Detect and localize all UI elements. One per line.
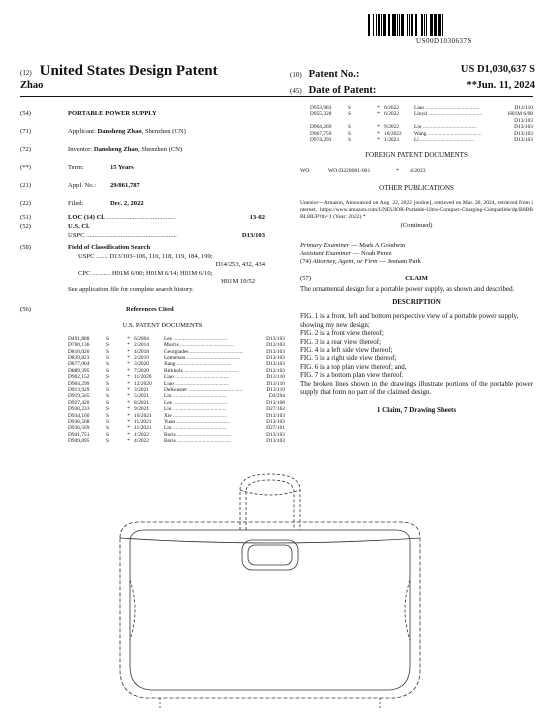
citation-star: * [127,387,130,394]
term-value: 15 Years [110,164,134,171]
citation-kind: S [106,374,109,381]
citation-name: Liu ..... [164,393,243,399]
citation-date: 6/2022 [384,111,399,118]
citation-class: D13/103 [266,419,285,426]
figure-description [300,329,533,337]
citation-kind: S [106,419,109,426]
figure-text: is a top plan view thereof; and, [318,362,407,371]
citation-class: D13/110 [266,374,285,381]
field-58 [20,244,285,253]
citation-star: * [377,137,380,144]
date-mark: ** [466,80,477,91]
attorney-label: Attorney, Agent, or Firm [312,258,378,266]
citation-date: 9/2022 [384,124,399,131]
field-21 [20,182,285,200]
field-71 [20,128,285,146]
description-title: DESCRIPTION [392,298,441,307]
citation-class: D13/103 [266,355,285,361]
claim-text: The ornamental design for a portable power supply, as shown and described. [300,284,515,293]
foreign-citation [300,168,533,174]
foreign-country: WO [300,167,310,174]
citation-row [68,438,285,444]
citation-kind: S [106,412,109,419]
citation-star: * [127,406,130,413]
figure-text: is a front view thereof; [318,329,384,338]
field-number: (72) [20,146,31,153]
cpc-search-cont: H01M 10/52 [221,277,255,285]
citation-name: Boris ..... [164,438,243,444]
us-patent-documents-title: U.S. PATENT DOCUMENTS [122,322,203,330]
citation-kind: S [348,124,351,131]
citation-number: D927,420 [68,399,90,406]
us-citations-list [20,336,285,445]
see-application-file: See application file for complete search history. [68,286,194,294]
field-22 [20,200,285,214]
citation-star: * [127,335,130,342]
citation-date: 7/2020 [134,367,149,374]
citation-name: Lee ..... [164,400,243,406]
citation-class: D13/103 [514,124,533,131]
citation-star: * [127,393,130,400]
citation-name: Lemelson ..... [164,355,243,361]
loc-value: 13-02 [249,214,265,221]
filed-value: Dec. 2, 2022 [110,200,144,207]
citation-name: Lee ..... [164,336,243,342]
field-term [20,164,285,182]
right-column [300,105,533,415]
citation-name: Xie ..... [164,413,243,419]
citation-name: Morris ..... [164,342,243,348]
continued-label: (Continued) [400,222,433,230]
header-index-10: (10) [290,71,302,79]
assistant-examiner-label: Assistant Examiner [300,250,352,258]
citation-star: * [127,399,130,406]
citation-kind: S [106,425,109,432]
citation-date: 8/2021 [134,399,149,406]
figure-description [300,371,533,379]
citation-class: D13/103 [266,361,285,368]
citation-star: * [377,130,380,137]
uspc-label: USPC [68,232,85,239]
citation-name: Jiang ..... [164,361,243,367]
citation-class: D3/294 [268,393,285,400]
citation-star: * [127,355,130,361]
citation-name: Liao ..... [164,381,243,387]
header-index-45: (45) [290,87,302,95]
citation-number: D491,888 [68,335,90,342]
citation-name: Lloyd ..... [414,111,491,117]
patent-number-label: Patent No.: [308,69,360,80]
term-label: Term: [68,164,84,171]
citation-kind: S [106,355,109,361]
barcode [368,14,516,36]
citation-class: D13/103 [266,367,285,374]
figure-label: FIG. 2 [300,329,319,338]
figure-text: is a bottom plan view thereof. [318,371,404,380]
citation-star: * [377,105,380,111]
citation-date: 2/2014 [134,342,149,349]
figure-description [300,346,533,354]
citation-date: 3/2020 [134,361,149,368]
citation-number: D964,269 [310,124,332,131]
citation-number: D967,759 [310,130,332,137]
citation-star: * [377,111,380,118]
inventor-surname: Zhao [20,80,44,91]
document-title: United States Design Patent [39,63,218,79]
citation-date: 1/2023 [384,137,399,144]
citation-class: D13/103 [266,335,285,342]
field-number: (74) [300,258,311,266]
citation-name: Liao ..... [164,374,243,380]
figure-description [300,312,533,329]
field-number: (58) [20,244,31,251]
citation-number: D877,064 [68,361,90,368]
other-publications-title: OTHER PUBLICATIONS [379,184,454,193]
citation-kind: S [106,387,109,394]
attorney-agent [300,258,533,266]
assistant-examiner-name: — Noah Perez [351,250,392,258]
citation-name: Liu ..... [414,124,491,130]
citation-date: 11/2020 [134,374,152,381]
leader-dots: .......................................... [104,214,176,221]
references-cited-label: References Cited [126,306,174,314]
citation-number: D936,569 [68,425,90,432]
citation-number: D934,160 [68,412,90,419]
field-number: (21) [20,182,31,189]
figure-description [300,338,533,346]
citation-date: 10/2022 [384,130,402,137]
patent-number: US D1,030,637 S [460,64,535,75]
citation-class: D13/119 [266,387,285,394]
figure-text: is a right side view thereof; [318,354,397,363]
citation-class: D13/103 [266,412,285,419]
field-number: (**) [20,164,31,171]
citation-class: D13/103 [266,438,285,445]
citation-kind: S [348,111,351,118]
citation-star: * [127,342,130,349]
appl-no-value: 29/861,787 [110,182,140,189]
filed-label: Filed: [68,200,84,207]
other-publication: Uneuior—Amazon, Announced on Aug. 22, 2022 [online], retrieved on Mar. 20, 2024, retrieved from internet, https://www.amazon.com/UNEUIOR-Portable-Ultra-Compact-Charging-Compatible/dp/B0BBBL8IUP?th=1 (Year: 2022).* [300,200,533,221]
citation-star: * [127,419,130,426]
header-rule [20,96,533,97]
citation-name: Georgiades ..... [164,349,243,355]
citation-star: * [127,367,130,374]
citation-star: * [127,425,130,432]
field-number: (56) [20,306,31,314]
citation-kind: S [348,130,351,137]
uspc-value: D13/103 [241,232,265,239]
field-number: (51) [20,214,31,221]
applicant-location: , Shenzhen (CN) [141,128,186,135]
citation-number: D919,565 [68,393,90,400]
citation-number: D902,152 [68,374,90,381]
citation-kind: S [106,361,109,368]
citation-class: D13/103 [266,342,285,349]
citation-star: * [127,412,130,419]
field-56 [20,306,285,322]
citation-class: D13/103 [514,137,533,144]
assistant-examiner [300,250,533,258]
citation-date: 9/2021 [134,406,149,413]
citation-date: 4/2022 [134,438,149,445]
applicant-name: Dansheng Zhao [97,128,142,135]
field-number: (22) [20,200,31,207]
citation-class: D13/103 [266,348,285,355]
citation-number: D816,026 [68,348,90,355]
citation-star: * [127,348,130,355]
left-column [20,110,285,445]
claim-heading [300,275,533,285]
citation-star: * [127,380,130,387]
citation-kind: S [106,438,109,445]
field-number: (57) [300,274,311,282]
field-number: (71) [20,128,31,135]
citation-number: D889,395 [68,367,90,374]
invention-title: PORTABLE POWER SUPPLY [68,110,157,117]
inventor-name: Dansheng Zhao [93,146,138,153]
classification-search-label: Field of Classification Search [68,244,151,251]
uspc-search-cont: D14/253, 432, 434 [215,261,265,269]
field-52 [20,223,285,232]
citation-date: 11/2021 [134,419,152,426]
applicant-label: Applicant: [68,128,96,135]
citation-class: D27/162 [266,406,285,413]
citation-star: * [127,374,130,381]
inventor-location: , Shenzhen (CN) [138,146,183,153]
citation-class: H01M 6/08 [507,111,533,118]
figure-label: FIG. 1 [300,312,319,321]
field-54 [20,110,285,128]
field-72 [20,146,285,164]
citation-kind: S [106,431,109,438]
citation-number: D913,929 [68,387,90,394]
date-of-patent-label: Date of Patent: [308,85,377,96]
primary-examiner-name: — Mark A Goodwin [349,241,406,249]
primary-examiner-label: Primary Examiner [300,241,350,249]
citation-star: * [127,438,130,445]
citation-number: D700,136 [68,342,90,349]
citation-kind: S [106,342,109,349]
broken-lines-note: The broken lines shown in the drawings illustrate portions of the portable power supply that form no part of the claimed design. [300,379,533,396]
citation-date: 1/2022 [134,431,149,438]
foreign-number: WO-D228081-001 [328,167,371,174]
figure-label: FIG. 6 [300,362,319,371]
citation-kind: S [348,105,351,111]
citation-number: D904,299 [68,380,90,387]
design-drawing [100,470,440,710]
citation-date: 6/2022 [384,105,399,111]
citation-kind: S [106,348,109,355]
citation-kind: S [106,335,109,342]
citation-class: D13/108 [266,399,285,406]
uspc-search: USPC ....... D13/103–106, 110, 118, 119, 184, 199; [78,253,213,260]
figure-text: is a left side view thereof; [318,345,393,354]
citation-class: D13/103 [266,431,285,438]
date-of-patent: Jun. 11, 2024 [476,80,535,91]
citation-date: 5/2021 [134,393,149,400]
barcode-bar [443,14,444,36]
citation-name: Liu ..... [164,406,243,412]
field-51 [20,214,285,223]
figure-description [300,354,533,362]
citation-date: 11/2021 [134,425,152,432]
citation-name: Liu ..... [164,425,243,431]
citation-number: D941,751 [68,431,90,438]
claim-title: CLAIM [405,274,428,282]
uspc-line [20,232,285,244]
field-number: (52) [20,223,31,230]
foreign-star: * [396,167,399,174]
citation-number: D955,328 [310,111,332,118]
citation-number: D949,095 [68,438,90,445]
barcode-number: US00D1030637S [416,37,472,45]
figure-description [300,363,533,371]
citation-class: D13/110 [266,380,285,387]
figure-text: is a front, left and bottom perspective view of a portable power supply, showing my new design; [300,312,519,329]
citation-row [310,137,533,143]
citation-star: * [377,124,380,131]
attorney-name: — Jeenam Park [377,258,421,266]
leader-dots: ....................................................... [84,232,177,239]
citation-kind: S [106,367,109,374]
inventor-label: Inventor: [68,146,93,153]
citation-date: 2/2019 [134,355,149,361]
foreign-patent-documents-title: FOREIGN PATENT DOCUMENTS [365,151,468,160]
citation-number: D936,568 [68,419,90,426]
claims-sheets: 1 Claim, 7 Drawing Sheets [376,406,457,415]
us-citations-continued [300,105,533,143]
citation-date: 12/2020 [134,380,152,387]
citation-class: D13/103 [514,130,533,137]
figure-label: FIG. 5 [300,354,319,363]
citation-number: D953,983 [310,105,332,111]
citation-name: Li ..... [414,137,491,143]
citation-name: Liao ..... [414,105,491,111]
citation-kind: S [106,406,109,413]
citation-class: D13/110 [514,105,533,111]
foreign-date: 4/2023 [410,167,426,174]
citation-date: 3/2021 [134,387,149,394]
citation-name: DeKeuster ..... [164,387,243,393]
citation-kind: S [106,399,109,406]
citation-name: Yuan ..... [164,419,243,425]
citation-kind: S [106,393,109,400]
citation-kind: S [106,380,109,387]
citation-star: * [127,431,130,438]
citation-class: D13/103 [514,117,533,124]
loc-label: LOC (14) Cl. [68,214,105,221]
field-number: (54) [20,110,31,117]
citation-name: Birkholz ..... [164,368,243,374]
citation-name: Wang ..... [414,131,491,137]
citation-date: 4/2018 [134,348,149,355]
citation-number: D839,823 [68,355,90,361]
figure-label: FIG. 7 [300,371,319,380]
figure-list [300,312,533,379]
citation-name: Boris ..... [164,432,243,438]
header-index-12: (12) [20,69,32,77]
figure-label: FIG. 3 [300,337,319,346]
citation-number: D974,293 [310,137,332,144]
citation-number: D930,233 [68,406,90,413]
citation-class: D27/101 [266,425,285,432]
figure-label: FIG. 4 [300,345,319,354]
citation-date: 10/2021 [134,412,152,419]
citation-star: * [127,361,130,368]
appl-no-label: Appl. No.: [68,182,97,189]
citation-kind: S [348,137,351,144]
citation-date: 6/2004 [134,335,149,342]
primary-examiner [300,242,533,250]
us-cl-label: U.S. Cl. [68,223,90,230]
figure-text: is a rear view thereof; [318,337,382,346]
cpc-search: CPC ........... H01M 6/00; H01M 6/14; H01M 6/10; [78,269,213,277]
header-title-line [20,62,218,80]
